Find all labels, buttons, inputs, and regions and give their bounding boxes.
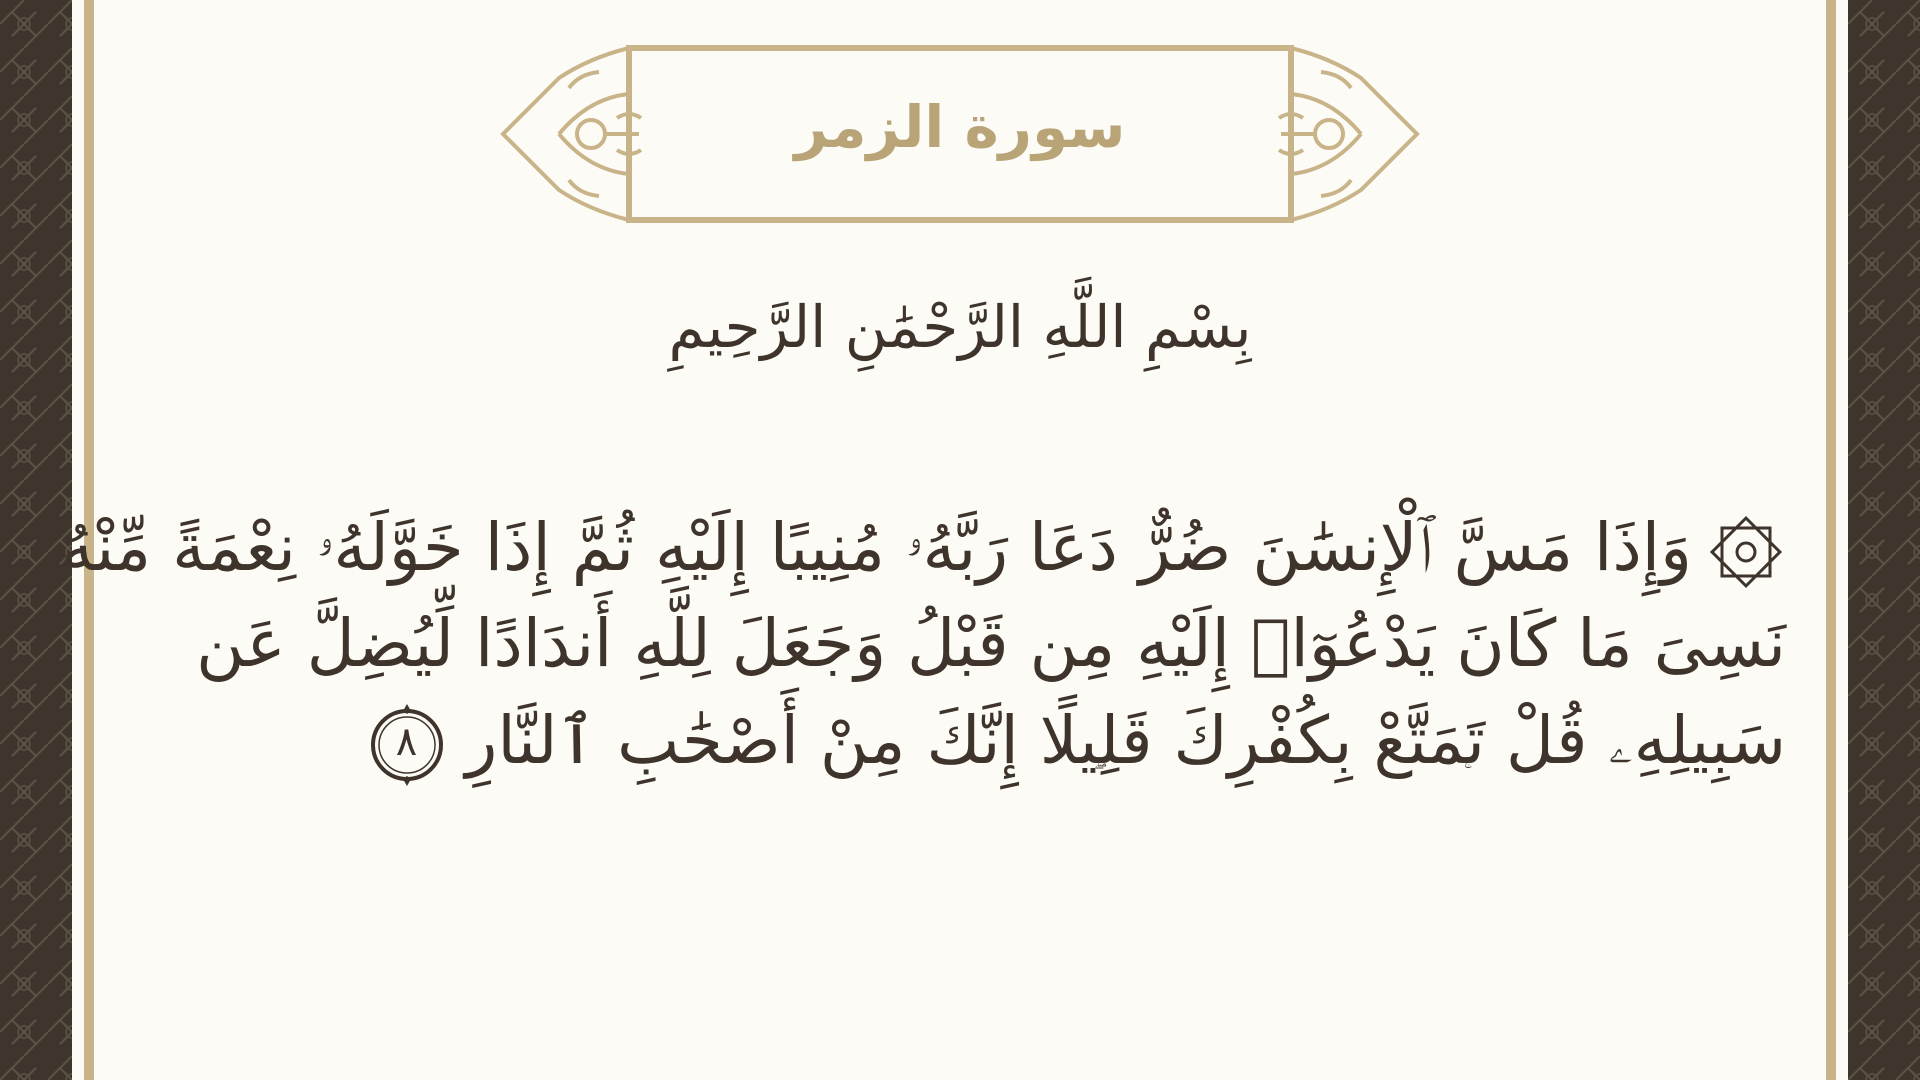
surah-title: سورة الزمر — [794, 93, 1126, 161]
verse-line-3 — [156, 693, 1786, 790]
verse-line-2 — [156, 596, 1786, 692]
verse-text — [60, 500, 1786, 790]
rub-el-hizb-icon — [1706, 512, 1786, 592]
verse-line-1 — [60, 500, 1786, 596]
verse-line-3-text: سَبِيلِهِۦ قُلْ تَمَتَّعْ بِكُفْرِكَ قَلِيلًا إِنَّكَ مِنْ أَصْحَٰبِ ٱلنَّارِ — [465, 701, 1786, 779]
surah-title-cartouche — [499, 38, 1421, 230]
basmala-text: بِسْمِ اللَّهِ الرَّحْمَٰنِ الرَّحِيمِ — [668, 293, 1252, 361]
ayah-end-medallion-icon — [362, 700, 452, 790]
right-ornamental-border — [1848, 0, 1920, 1080]
verse-line-2-text: نَسِىَ مَا كَانَ يَدْعُوٓا۟ إِلَيْهِ مِن قَبْلُ وَجَعَلَ لِلَّهِ أَندَادًا لِّيُضِلَّ عَن — [196, 605, 1786, 683]
ayah-number: ٨ — [395, 718, 418, 765]
mushaf-page — [60, 0, 1826, 1080]
verse-line-1-text: وَإِذَا مَسَّ ٱلْإِنسَٰنَ ضُرٌّ دَعَا رَبَّهُۥ مُنِيبًا إِلَيْهِ ثُمَّ إِذَا خَوَّلَهُۥ نِعْمَةً مِّنْهُ — [60, 509, 1692, 586]
right-gold-frame-line — [1826, 0, 1836, 1080]
geometric-pattern-icon — [1848, 0, 1920, 1080]
